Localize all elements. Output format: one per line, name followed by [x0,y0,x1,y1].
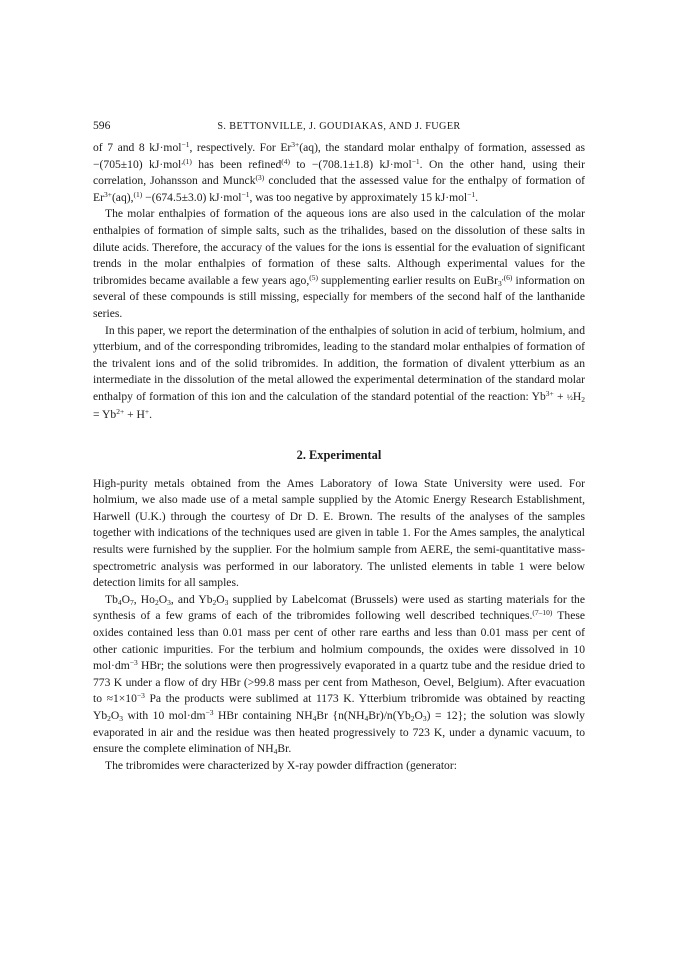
paragraph-5: $Tb_4O_7$, $Ho_2O_3$, and $Yb_2O_3$ supplied by Labelcomat (Brussels) were used as starting materials for the synthesis of a few grams of each of the tribromides following well described techniques.$^{(7-10)}$ These oxides contained less than 0.01 mass per cent of other rare earths and less than 0.01 mass per cent of other cationic impurities. For the terbium and holmium compounds, the oxides were dissolved in 10 $mol\cdot dm^{-3}$ HBr; the solutions were then progressively evaporated in a quartz tube and the residue dried to 773 K under a flow of dry HBr (>99.8 mass per cent from Matheson, Oevel, Belgium). After evacuation to $\approx 1\times 10^{-3}$ Pa the products were sublimed at 1173 K. Ytterbium tribromide was obtained by reacting $Yb_2O_3$ with 10 $mol\cdot dm^{-3}$ HBr containing $NH_4Br$ $\{n(NH_4Br)/n(Yb_2O_3) = 12\}$; the solution was slowly evaporated in air and the residue was then heated progressively to 723 K, under a dynamic vacuum, to ensure the complete elimination of $NH_4Br$. [93,592,585,757]
citation: (3) [255,173,265,183]
paragraph-2: The molar enthalpies of formation of the aqueous ions are also used in the calculation of the molar enthalpies of formation of simple salts, such as the trihalides, based on the dissolution of these salts in dilute acids. Therefore, the accuracy of the values for the ions is essential for the evaluation of significant trends in the molar enthalpies of formation of these salts. Although experimental values for the tribromides became available a few years ago,$^{(5)}$ supplementing earlier results on EuBr$_3^{,(6)}$ information on several of these compounds is still missing, especially for members of the second half of the lanthanide series. [93,207,585,320]
citation: (1) [133,189,143,199]
citation: (7–10) [532,608,553,618]
citation: (4) [281,156,291,166]
running-head [93,118,585,140]
citation: (5) [309,272,318,282]
running-title: S. BETTONVILLE, J. GOUDIAKAS, AND J. FUGER [217,121,461,132]
citation: ,(6) [501,272,513,282]
paragraph-6: The tribromides were characterized by X-ray powder diffraction (generator: [105,758,457,772]
journal-page [93,118,585,774]
paragraph-1: of 7 and 8 kJ·mol$^{-1}$, respectively. For $Er^{3+}(aq)$, the standard molar enthalpy of formation, assessed as −(705±10) kJ·mol$^{,(1)}$ has been refined$^{(4)}$ to −(708.1±1.8) kJ·mol$^{-1}$. On the other hand, using their correlation, Johansson and Munck$^{(3)}$ concluded that the assessed value for the enthalpy of formation of $Er^{3+}(aq),^{(1)} -(674.5\pm 3.0)$ kJ·mol$^{-1}$, was too negative by approximately 15 kJ·mol$^{-1}$. [93,140,585,204]
page-number: 596 [93,119,111,132]
paragraph-4: High-purity metals obtained from the Ames Laboratory of Iowa State University were used. For holmium, we also made use of a metal sample supplied by the Atomic Energy Research Establishment, Harwell (U.K.) through the courtesy of Dr D. E. Brown. The results of the analyses of the samples together with indications of the techniques used are given in table 1. For the Ames samples, the analytical results were furnished by the supplier. For the holmium sample from AERE, the semi-quantitative mass-spectrometric analysis was performed in our laboratory. The unlisted elements in table 1 were below detection limits for all samples. [93,476,585,590]
section-heading: 2. Experimental [296,448,382,463]
paragraph-3: In this paper, we report the determination of the enthalpies of solution in acid of terbium, holmium, and ytterbium, and of the corresponding tribromides, leading to the standard molar enthalpies of formation of the trivalent ions and of the solid tribromides. In addition, the formation of divalent ytterbium as an intermediate in the dissolution of the metal allowed the experimental determination of the standard molar enthalpy of formation of this ion and the calculation of the standard potential of the reaction: $Yb^{3+}$ + $\frac{1}{2}H_2 = Yb^{2+} + H^+$. [93,323,585,421]
citation: ,(1) [181,156,192,166]
